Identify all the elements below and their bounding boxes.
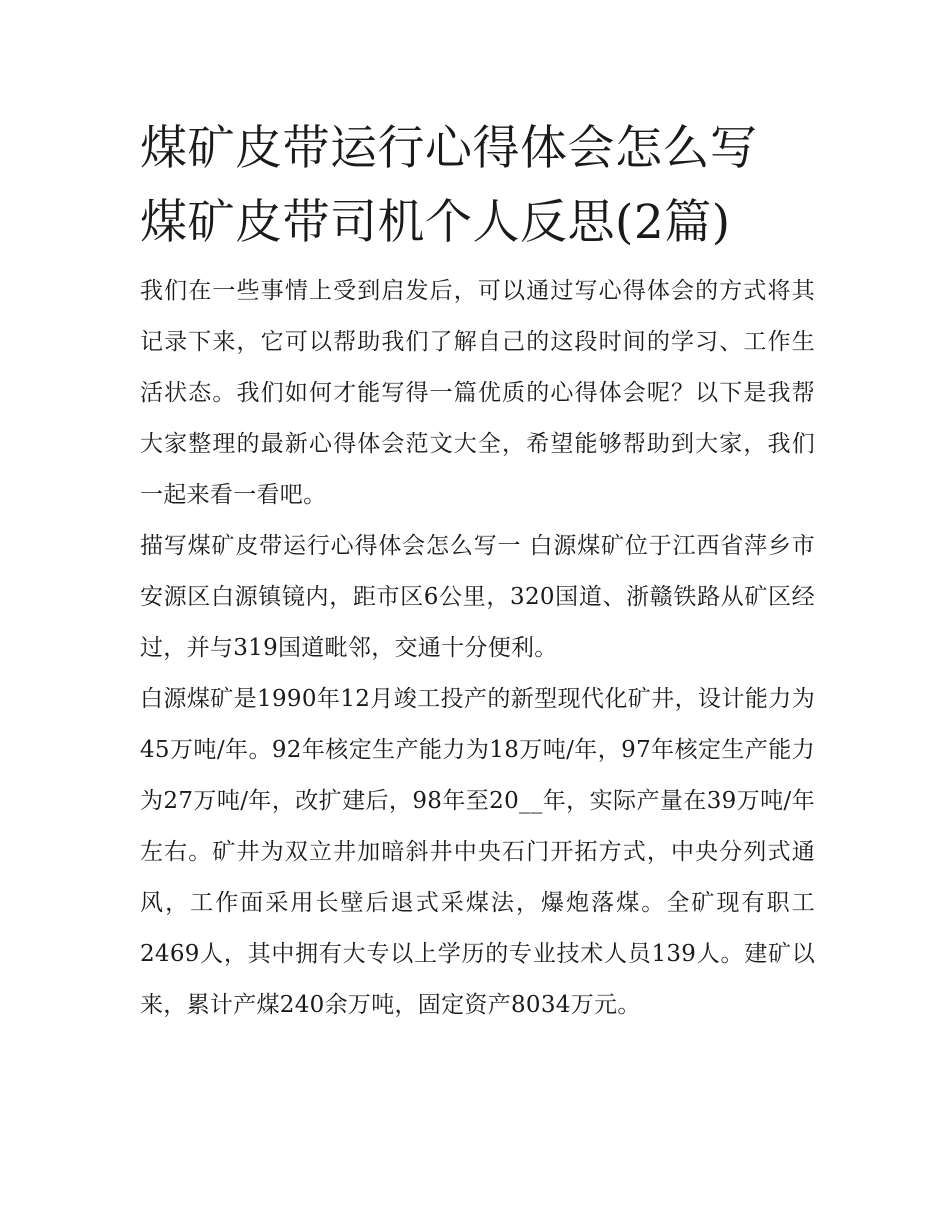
paragraph-intro: 我们在一些事情上受到启发后，可以通过写心得体会的方式将其记录下来，它可以帮助我们了解自己的这段时间的学习、工作生活状态。我们如何才能写得一篇优质的心得体会呢？以下是我帮大家整理的最新心得体会范文大全，希望能够帮助到大家，我们一起来看一看吧。 <box>140 278 815 508</box>
paragraph-overview: 白源煤矿是1990年12月竣工投产的新型现代化矿井，设计能力为45万吨/年。92年核定生产能力为18万吨/年，97年核定生产能力为27万吨/年，改扩建后，98年至20__年，实际产量在39万吨/年左右。矿井为双立井加暗斜井中央石门开拓方式，中央分列式通风，工作面采用长壁后退式采煤法，爆炮落煤。全矿现有职工2469人，其中拥有大专以上学历的专业技术人员139人。建矿以来，累计产煤240余万吨，固定资产8034万元。 <box>140 686 815 1018</box>
paragraph-location: 描写煤矿皮带运行心得体会怎么写一 白源煤矿位于江西省萍乡市安源区白源镇镜内，距市区6公里，320国道、浙赣铁路从矿区经过，并与319国道毗邻，交通十分便利。 <box>140 533 815 661</box>
document-page <box>140 112 815 1031</box>
document-title: 煤矿皮带运行心得体会怎么写 煤矿皮带司机个人反思(2篇) <box>140 121 758 250</box>
